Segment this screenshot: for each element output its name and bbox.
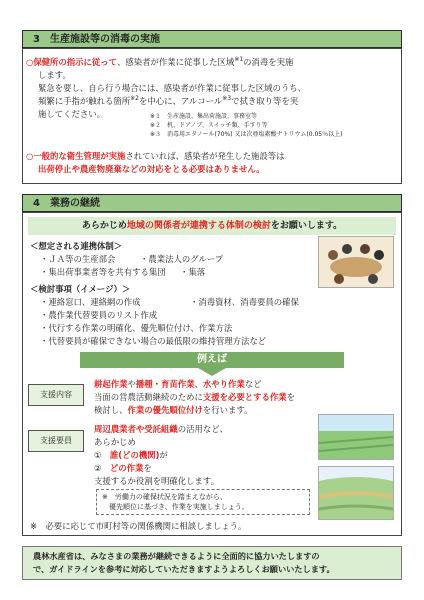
ss-ga: が xyxy=(159,450,168,460)
which-work: どの作業 xyxy=(109,463,144,473)
assumed-structure-title: ＜想定される連携体制＞ xyxy=(30,241,123,251)
support-content-line1 xyxy=(94,378,262,391)
sc-line2b: 支援を必要とする作業 xyxy=(202,392,287,402)
p1-line4b: を中心に、アルコール xyxy=(138,96,223,106)
sc-line2a: 当面の営農活動継続のために xyxy=(94,392,203,402)
note-ref-2: ※2 xyxy=(130,95,139,103)
sc-nado: など xyxy=(244,379,262,389)
section3-paragraph2-line1 xyxy=(26,150,285,163)
closing-message xyxy=(22,546,402,580)
sc-comma: 、 xyxy=(194,379,203,389)
farmland-illustration xyxy=(318,466,394,520)
section3-paragraph1-line2: します。 xyxy=(38,70,71,80)
section3-paragraph2-line2: 出荷停止や農産物廃棄などの対応をとる必要はありません。 xyxy=(38,164,265,174)
sc-line2c: を xyxy=(286,392,295,402)
review-item-disinfection: ・消毒資材、消毒要員の確保 xyxy=(190,297,299,307)
section3-paragraph1-line1 xyxy=(26,56,293,69)
rice-field-illustration xyxy=(318,414,394,460)
watering: 水やり作業 xyxy=(202,379,245,389)
support-content-label: 支援内容 xyxy=(28,384,84,406)
section3-paragraph1-line3: 緊急を要し、自ら行う場合には、感染者が作業に従事した区域のうち、 xyxy=(38,83,306,93)
ss-num1: ① xyxy=(94,450,110,460)
support-content-line3 xyxy=(94,404,252,417)
assumed-item-ja: ・ＪＡ等の生産部会 xyxy=(40,254,116,264)
example-arrow: 例えば xyxy=(80,352,344,368)
review-items-title: ＜検討事項（イメージ）＞ xyxy=(30,284,131,294)
p2-text: されていれば、感染者が発生した施設等は xyxy=(125,151,285,161)
marker: ○ xyxy=(26,57,34,67)
support-staff-line4 xyxy=(94,462,152,475)
sc-line3b: 作業の優先順位付け xyxy=(127,405,203,415)
note-ref-3: ※3 xyxy=(222,95,232,103)
general-hygiene: 一般的な衛生管理が実施 xyxy=(33,151,126,161)
support-staff-note-1: ※ 労働力の確保状況を踏まえながら、 xyxy=(102,493,227,501)
p1-line4c: で拭き取り等を実 xyxy=(231,96,299,106)
section4-heading: 4 業務の継続 xyxy=(22,194,402,212)
ss-wo: を xyxy=(143,463,152,473)
review-item-priority: ・代行する作業の明確化、優先順位付け、作業方法 xyxy=(40,323,233,333)
ss-line1b: の活用など、 xyxy=(177,424,228,434)
review-item-minimum: ・代替要員が確保できない場合の最低限の維持管理方法など xyxy=(40,336,267,346)
p1-line4a: 頻繁に手指が触れる箇所 xyxy=(38,96,131,106)
note-3: ※３ 消毒用エタノール(70%) 又は次亜塩素酸ナトリウム(0.05％以上) xyxy=(150,131,343,138)
meeting-illustration xyxy=(318,236,394,288)
tillage: 耕起作業 xyxy=(94,379,128,389)
p1-tail: の消毒を実施 xyxy=(243,57,294,67)
support-content-line2 xyxy=(94,391,295,404)
assumed-item-shipping: ・集出荷事業者等を共有する集団 xyxy=(40,267,166,277)
sc-ya: や xyxy=(127,379,136,389)
sc-line3c: を行います。 xyxy=(202,405,253,415)
band-b: 地域の関係者が連携する体制の検討 xyxy=(126,221,271,231)
seeding: 播種・育苗作業 xyxy=(135,379,195,389)
support-staff-line2: あらかじめ xyxy=(94,437,136,447)
section3-paragraph1-line4 xyxy=(38,95,298,108)
support-staff-label: 支援要員 xyxy=(28,430,84,452)
assumed-item-corp: ・農業法人のグループ xyxy=(140,254,224,264)
consult-note: ※ 必要に応じて市町村等の関係機関に相談しましょう。 xyxy=(30,521,247,531)
closing-line-1: 農林水産省は、みなさまの業務が継続できるように全面的に協力いたしますの xyxy=(33,551,320,561)
section3-heading: 3 生産施設等の消毒の実施 xyxy=(22,30,402,48)
health-center-instruction: 保健所の指示に従って xyxy=(33,57,118,67)
sc-line3a: 検討し、 xyxy=(94,405,128,415)
note-ref-1: ※1 xyxy=(234,56,244,64)
support-staff-line5: 支援するか役割を明確化します。 xyxy=(94,476,219,486)
support-staff-line3 xyxy=(94,449,168,462)
band-c: をお願いします。 xyxy=(270,221,343,231)
note-2: ※２ 机、ドアノブ、スイッチ類、手すり等 xyxy=(150,122,268,129)
band-a: あらかじめ xyxy=(81,221,127,231)
nearby-farmers: 周辺農業者や受託組織 xyxy=(94,424,178,434)
p1-text: 、感染者が作業に従事した区域 xyxy=(117,57,235,67)
who: 誰(どの機関) xyxy=(109,450,160,460)
note-1: ※１ 生産施設、集出荷施設、事務室等 xyxy=(150,113,258,120)
support-staff-note-2: 優先順位に基づき、作業を実施しましょう。 xyxy=(102,503,249,511)
support-staff-line1 xyxy=(94,423,228,436)
assumed-item-village: ・集落 xyxy=(180,267,206,277)
coordination-band xyxy=(28,217,396,235)
ss-num2: ② xyxy=(94,463,110,473)
section3-paragraph1-line5: 施してください。 xyxy=(38,109,105,119)
review-item-list: ・農作業代替要員のリスト作成 xyxy=(40,310,158,320)
marker: ○ xyxy=(26,151,34,161)
closing-line-2: で、ガイドラインを参考に対応していただきますようよろしくお願いいたします。 xyxy=(33,564,335,574)
review-item-contact: ・連絡窓口、連絡網の作成 xyxy=(40,297,141,307)
